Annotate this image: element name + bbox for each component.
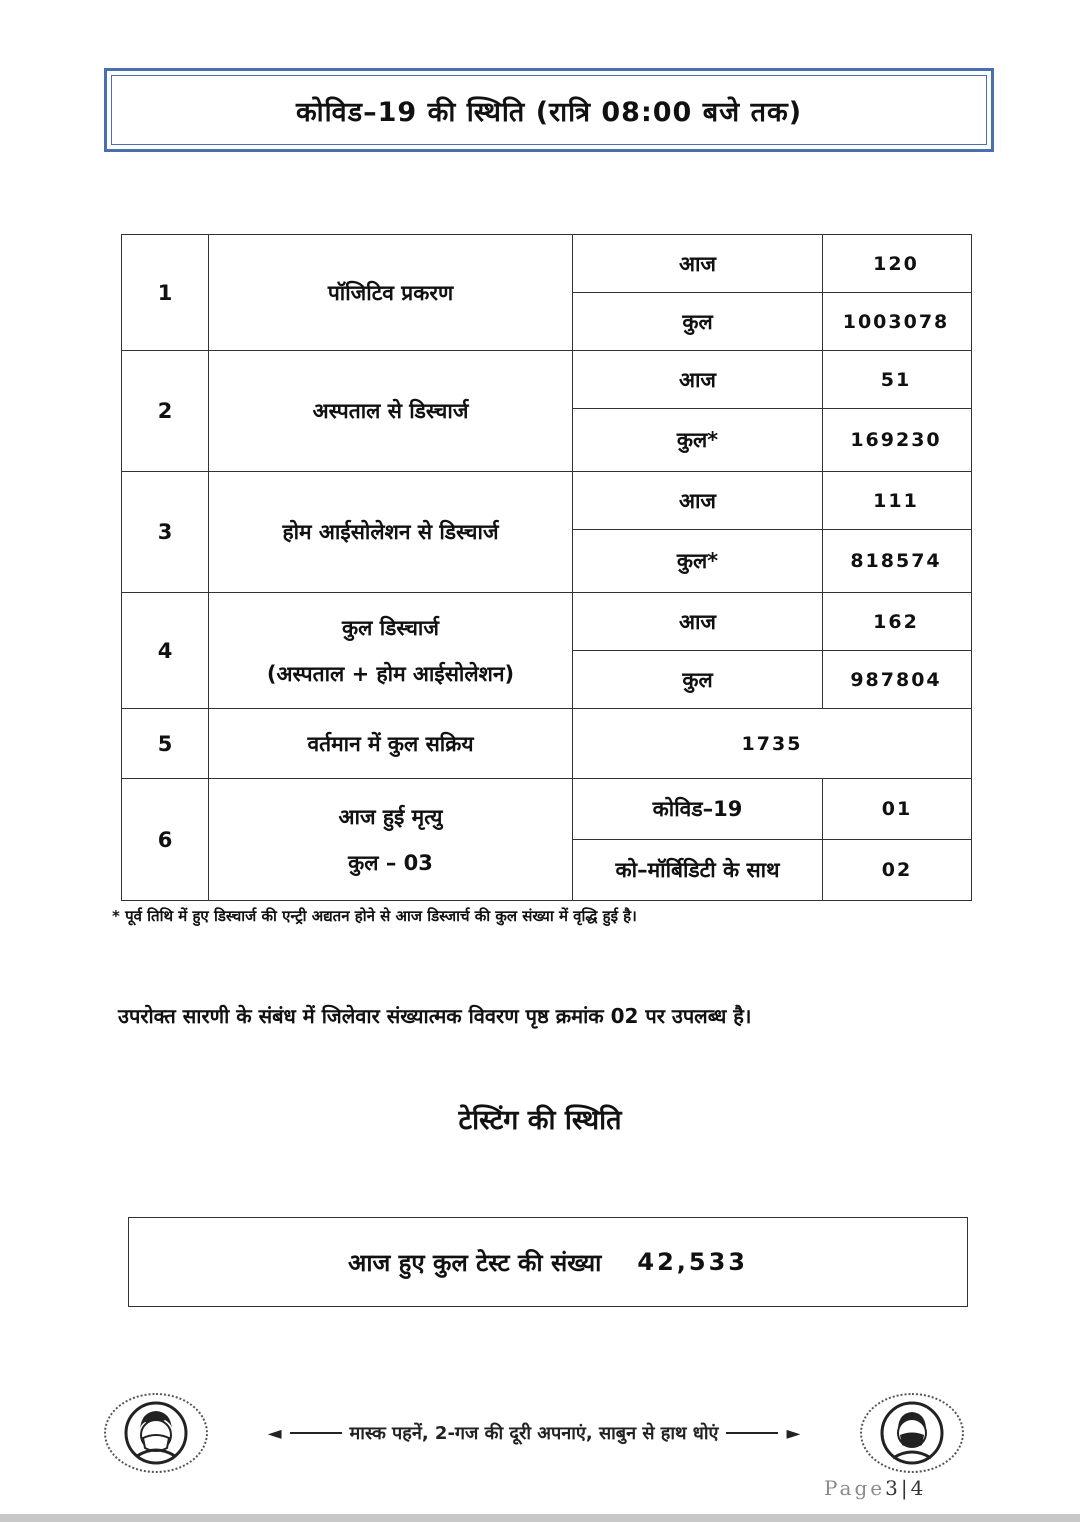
arrow-line-right — [726, 1432, 778, 1434]
active-value: 1735 — [573, 709, 972, 779]
sub-value: 169230 — [823, 409, 972, 472]
page-total: 4 — [910, 1476, 927, 1500]
test-count-box — [128, 1217, 968, 1307]
row-label: होम आईसोलेशन से डिस्चार्ज — [209, 472, 573, 593]
row-number: 2 — [122, 351, 209, 472]
sub-label: कोविड–19 — [573, 779, 823, 840]
page-number — [824, 1476, 926, 1500]
page-title: कोविड–19 की स्थिति (रात्रि 08:00 बजे तक) — [111, 75, 987, 145]
title-box — [104, 68, 994, 152]
row-number: 3 — [122, 472, 209, 593]
slogan-text: मास्क पहनें, 2-गज की दूरी अपनाएं, साबुन से हाथ धोएं — [349, 1423, 719, 1444]
sub-value: 987804 — [823, 651, 972, 709]
sub-label: को–मॉर्बिडिटी के साथ — [573, 840, 823, 901]
woman-mask-icon — [104, 1393, 208, 1473]
sub-label: कुल* — [573, 530, 823, 593]
sub-label: कुल — [573, 651, 823, 709]
row-label-line2: कुल – 03 — [348, 850, 433, 875]
arrow-left-icon: ◄ — [267, 1422, 282, 1444]
testing-heading: टेस्टिंग की स्थिति — [458, 1105, 622, 1136]
sub-label: आज — [573, 351, 823, 409]
row-label-line1: कुल डिस्चार्ज — [342, 615, 439, 640]
page-prefix: Page — [824, 1476, 886, 1500]
arrow-right-icon: ► — [786, 1422, 801, 1444]
sub-value: 818574 — [823, 530, 972, 593]
row-label-line2: (अस्पताल + होम आईसोलेशन) — [266, 661, 515, 686]
sub-label: आज — [573, 472, 823, 530]
row-number: 6 — [122, 779, 209, 901]
footer-banner — [104, 1393, 964, 1473]
table-row — [122, 593, 972, 651]
sub-label: आज — [573, 235, 823, 293]
test-count-value: 42,533 — [637, 1248, 749, 1276]
page-separator: | — [900, 1476, 911, 1500]
row-label — [209, 593, 573, 709]
row-label: वर्तमान में कुल सक्रिय — [209, 709, 573, 779]
covid-status-table — [121, 234, 972, 901]
sub-value: 1003078 — [823, 293, 972, 351]
sub-label: कुल* — [573, 409, 823, 472]
table-row — [122, 351, 972, 409]
sub-value: 162 — [823, 593, 972, 651]
row-number: 4 — [122, 593, 209, 709]
sub-label: कुल — [573, 293, 823, 351]
sub-value: 51 — [823, 351, 972, 409]
row-label — [209, 779, 573, 901]
row-label: पॉजिटिव प्रकरण — [209, 235, 573, 351]
row-label-line1: आज हुई मृत्यु — [338, 804, 443, 829]
table-row — [122, 709, 972, 779]
man-mask-icon — [860, 1393, 964, 1473]
row-label: अस्पताल से डिस्चार्ज — [209, 351, 573, 472]
sub-value: 01 — [823, 779, 972, 840]
sub-value: 02 — [823, 840, 972, 901]
row-number: 1 — [122, 235, 209, 351]
slogan — [268, 1421, 801, 1445]
table-row — [122, 235, 972, 293]
sub-value: 120 — [823, 235, 972, 293]
page-current: 3 — [885, 1476, 901, 1500]
district-note: उपरोक्त सारणी के संबंध में जिलेवार संख्यात्मक विवरण पृष्ठ क्रमांक 02 पर उपलब्ध है। — [118, 1004, 752, 1028]
table-row — [122, 472, 972, 530]
sub-value: 111 — [823, 472, 972, 530]
sub-label: आज — [573, 593, 823, 651]
table-row — [122, 779, 972, 840]
arrow-line-left — [290, 1432, 342, 1434]
bottom-rule — [0, 1514, 1080, 1522]
table-footnote: * पूर्व तिथि में हुए डिस्चार्ज की एन्ट्री अद्यतन होने से आज डिस्जार्च की कुल संख्या में वृद्धि हुई है। — [112, 907, 637, 925]
test-count-label: आज हुए कुल टेस्ट की संख्या — [347, 1248, 602, 1277]
row-number: 5 — [122, 709, 209, 779]
